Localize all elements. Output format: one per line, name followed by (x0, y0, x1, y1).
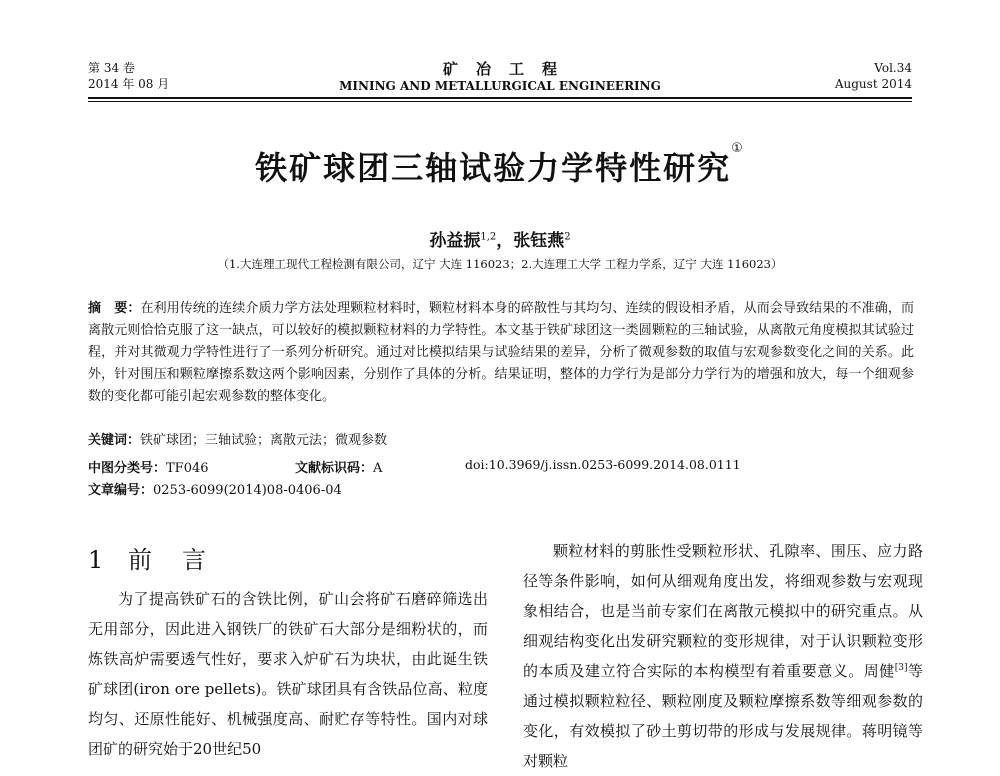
date-en: August 2014 (834, 77, 912, 91)
header-center (88, 60, 912, 94)
abstract-text: 在利用传统的连续介质力学方法处理颗粒材料时，颗粒材料本身的碎散性与其均匀、连续的假设相矛盾，从而会导致结果的不准确，而离散元则恰恰克服了这一缺点，可以较好的模拟颗粒材料的力学特性。本文基于铁矿球团这一类圆颗粒的三轴试验，从离散元角度模拟其试验过程，并对其微观力学特性进行了一系列分析研究。通过对比模拟结果与试验结果的差异，分析了微观参数的取值与宏观参数变化之间的关系。此外，针对围压和颗粒摩擦系数这两个影响因素，分别作了具体的分析。结果证明，整体的力学行为是部分力学行为的增强和放大，每一个细观参数的变化都可能引起宏观参数的整体变化。 (88, 301, 914, 404)
section-heading (88, 540, 236, 575)
author-separator: ， (496, 231, 514, 251)
author-2-affil: 2 (564, 231, 571, 243)
header-rule-thick (88, 97, 912, 99)
left-column (88, 584, 488, 764)
classification-number (88, 457, 209, 476)
classification-value: TF046 (166, 461, 209, 476)
keywords (88, 431, 387, 451)
article-number-label: 文章编号： (88, 483, 154, 498)
header-rule-thin (88, 101, 912, 102)
body-paragraph: 为了提高铁矿石的含铁比例，矿山会将矿石磨碎筛选出无用部分，因此进入钢铁厂的铁矿石大部分是细粉状的，而炼铁高炉需要透气性好，要求入炉矿石为块状，由此诞生铁矿球团(iron ore pellets)。铁矿球团具有含铁品位高、粒度均匀、还原性能好、机械强度高、耐贮存等特性。国内对球团矿的研究始于20世纪50 (88, 590, 488, 758)
body-paragraph (523, 536, 923, 776)
abstract-label: 摘 要： (88, 301, 141, 316)
paper-title (0, 143, 1000, 189)
title-footnote-mark: ① (731, 141, 745, 156)
keywords-text: 铁矿球团；三轴试验；离散元法；微观参数 (140, 433, 388, 448)
paragraph-text-b: 等通过模拟颗粒粒径、颗粒刚度及颗粒摩擦系数等细观参数的变化，有效模拟了砂土剪切带的形成与发展规律。蒋明镜等对颗粒 (523, 662, 923, 770)
citation-ref: [3] (894, 663, 908, 673)
journal-name-en: MINING AND METALLURGICAL ENGINEERING (339, 79, 661, 93)
keywords-label: 关键词： (88, 433, 141, 448)
article-number (88, 481, 342, 501)
paper-title-text: 铁矿球团三轴试验力学特性研究 (255, 149, 732, 187)
author-line (0, 226, 1000, 251)
author-1: 孙益振 (429, 231, 481, 251)
document-code-value: A (373, 461, 383, 476)
abstract (88, 298, 914, 408)
author-2: 张钰燕 (513, 231, 565, 251)
section-number: 1 (88, 546, 104, 574)
classification-label: 中图分类号： (88, 461, 167, 476)
article-number-value: 0253-6099(2014)08-0406-04 (153, 483, 342, 498)
section-title: 前言 (128, 546, 236, 574)
date-cn: 2014 年 08 月 (88, 77, 170, 91)
author-1-affil: 1,2 (480, 231, 497, 243)
volume-en: Vol.34 (874, 61, 912, 75)
affiliation: （1.大连理工现代工程检测有限公司，辽宁 大连 116023；2.大连理工大学 工程力学系，辽宁 大连 116023） (217, 257, 783, 271)
journal-name-cn: 矿冶工程 (442, 60, 575, 78)
running-header (88, 60, 912, 94)
document-code-label: 文献标识码： (295, 461, 374, 476)
header-right (835, 60, 912, 92)
volume-cn: 第 34 卷 (88, 61, 135, 75)
doi: doi:10.3969/j.issn.0253-6099.2014.08.0111 (465, 457, 741, 472)
document-code (295, 457, 382, 476)
right-column (523, 536, 923, 776)
paragraph-text-a: 颗粒材料的剪胀性受颗粒形状、孔隙率、围压、应力路径等条件影响，如何从细观角度出发，将细观参数与宏观现象相结合，也是当前专家们在离散元模拟中的研究重点。从细观结构变化出发研究颗粒的变形规律，对于认识颗粒变形的本质及建立符合实际的本构模型有着重要意义。周健 (523, 542, 923, 680)
